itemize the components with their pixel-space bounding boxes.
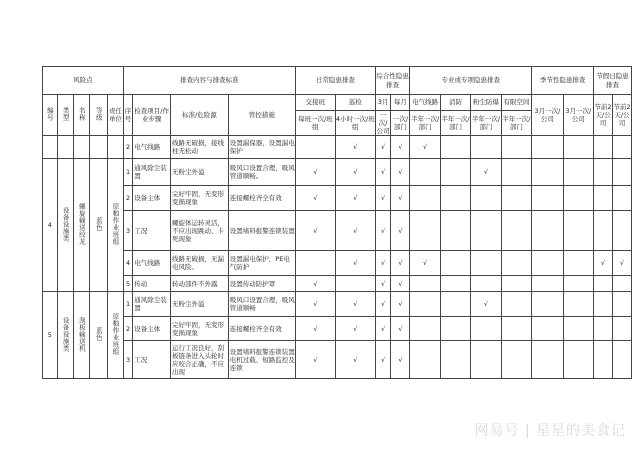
check-mark: √ <box>391 159 410 186</box>
group5-name: 刮板输送机 <box>74 292 90 379</box>
check-mark: √ <box>391 211 410 251</box>
table-row <box>43 136 632 159</box>
col-confined: 有限空间 <box>501 95 531 111</box>
table-row <box>43 292 632 317</box>
row-measures: 吸风口设置合理，吸风管道顺畅 <box>228 292 295 317</box>
check-mark: √ <box>335 251 375 276</box>
group4-grade: 蓝色 <box>90 159 108 292</box>
col-3m: 3月 <box>375 95 391 111</box>
row-measures: 设置堵料报警连锁装置 <box>228 211 295 251</box>
col-no: 编号 <box>43 95 58 136</box>
col-name: 名称 <box>74 95 90 136</box>
check-mark: √ <box>295 186 335 211</box>
col-season-a: 3月一次/公司 <box>532 95 563 136</box>
col-elec: 电气线路 <box>410 95 440 111</box>
col-season-b: 3月一次/公司 <box>563 95 593 136</box>
col-holiday-b: 节前2天/公司 <box>612 95 631 136</box>
row-item: 设备主体 <box>133 317 171 341</box>
table-row <box>43 317 632 341</box>
check-mark: √ <box>391 136 410 159</box>
check-mark: √ <box>295 211 335 251</box>
header-holiday: 节假日隐患排查 <box>594 67 632 95</box>
row-standard: 完好牢固，无变形变损现象 <box>171 186 229 211</box>
check-mark: √ <box>375 341 391 379</box>
row-measures: 吸风口设置合理，吸风管道顺畅。 <box>228 159 295 186</box>
row-item: 通风除尘装置 <box>133 292 171 317</box>
table-row <box>43 251 632 276</box>
header-seasonal: 季节性隐患排查 <box>532 67 594 95</box>
row-standard: 无粉尘外溢 <box>171 292 229 317</box>
table-row <box>43 341 632 379</box>
check-mark: √ <box>295 341 335 379</box>
row-item: 设备主体 <box>133 186 171 211</box>
col-holiday-a: 节前2天/公司 <box>594 95 613 136</box>
row-seq: 1 <box>123 159 132 186</box>
table-row <box>43 276 632 292</box>
check-mark: √ <box>391 186 410 211</box>
row-seq: 1 <box>123 292 132 317</box>
col-fire: 消防 <box>440 95 470 111</box>
group4-type: 设备设施类 <box>57 159 74 292</box>
table-row <box>43 186 632 211</box>
freq-half-c: 半年一次/部门 <box>471 111 501 136</box>
col-standard: 标准/危险源 <box>171 95 229 136</box>
watermark: 网易号 | 星星的美食记 <box>474 423 626 439</box>
check-mark: √ <box>295 159 335 186</box>
table-row <box>43 211 632 251</box>
row-seq: 2 <box>123 136 132 159</box>
risk-check-table <box>42 66 632 379</box>
check-mark: √ <box>391 292 410 317</box>
check-mark: √ <box>375 211 391 251</box>
check-mark: √ <box>335 317 375 341</box>
check-mark: √ <box>391 276 410 292</box>
header-daily: 日常隐患排查 <box>295 67 375 95</box>
freq-shift: 每班一次/班组 <box>295 111 335 136</box>
check-mark: √ <box>295 276 335 292</box>
group5-no: 5 <box>43 292 58 379</box>
check-mark: √ <box>335 159 375 186</box>
row-standard: 线路无破损，无漏电风险。 <box>171 251 229 276</box>
col-item: 检查项目/作业步骤 <box>133 95 171 136</box>
row-measures: 设置漏保器，设置漏电保护 <box>228 136 295 159</box>
freq-half-d: 半年一次/部门 <box>501 111 531 136</box>
col-seq: 序号 <box>123 95 132 136</box>
row-measures: 设置漏电保护，PE电气防护 <box>228 251 295 276</box>
check-mark: √ <box>375 292 391 317</box>
row-item: 通风除尘装置 <box>133 159 171 186</box>
check-mark: √ <box>375 186 391 211</box>
check-mark: √ <box>471 292 501 317</box>
row-standard: 螺旋体运转灵活，不应出现跳动、卡死现象 <box>171 211 229 251</box>
row-item: 工况 <box>133 341 171 379</box>
row-standard: 线路无破损，接线柱无松动 <box>171 136 229 159</box>
col-grade: 等级 <box>90 95 108 136</box>
group5-unit: 原粮作业班组 <box>108 292 124 379</box>
row-item: 工况 <box>133 211 171 251</box>
check-mark: √ <box>335 292 375 317</box>
check-mark: √ <box>375 159 391 186</box>
col-measures: 管控措施 <box>228 95 295 136</box>
check-mark: √ <box>335 341 375 379</box>
check-mark: √ <box>375 317 391 341</box>
row-item: 电气线路 <box>133 251 171 276</box>
check-mark: √ <box>295 292 335 317</box>
check-mark: √ <box>375 251 391 276</box>
freq-patrol: 4小时一次/班组 <box>335 111 375 136</box>
col-dust: 粉尘防爆 <box>471 95 501 111</box>
group4-no: 4 <box>43 159 58 292</box>
check-mark: √ <box>594 251 613 276</box>
freq-monthly: 一次/部门 <box>391 111 410 136</box>
row-measures: 连接螺栓齐全有效 <box>228 317 295 341</box>
row-standard: 完好牢固，无变形变损现象 <box>171 317 229 341</box>
col-monthly: 每月 <box>391 95 410 111</box>
col-unit: 责任单位 <box>108 95 124 136</box>
row-item: 传动 <box>133 276 171 292</box>
row-item: 电气线路 <box>133 136 171 159</box>
row-measures: 设置传动防护罩 <box>228 276 295 292</box>
check-mark: √ <box>375 136 391 159</box>
table-row <box>43 159 632 186</box>
check-mark: √ <box>410 136 440 159</box>
row-standard: 无粉尘外溢 <box>171 159 229 186</box>
row-seq: 2 <box>123 317 132 341</box>
header-professional: 专业或专项隐患排查 <box>410 67 532 95</box>
row-measures: 连接螺栓齐全有效 <box>228 186 295 211</box>
col-shift: 交接班 <box>295 95 335 111</box>
check-mark: √ <box>391 341 410 379</box>
group4-name: 螺旋输送绞龙 <box>74 159 90 292</box>
group4-unit: 原粮作业班组 <box>108 159 124 292</box>
check-mark: √ <box>375 276 391 292</box>
check-mark: √ <box>335 136 375 159</box>
header-check-content: 排查内容与排查标准 <box>123 67 295 95</box>
row-seq: 3 <box>123 211 132 251</box>
freq-half-a: 半年一次/部门 <box>410 111 440 136</box>
check-mark: √ <box>410 251 440 276</box>
row-seq: 4 <box>123 251 132 276</box>
row-standard: 运行工况良好，刮板链条进入头轮时应咬合正确，不应出现 <box>171 341 229 379</box>
check-mark: √ <box>471 159 501 186</box>
check-mark: √ <box>335 211 375 251</box>
check-mark: √ <box>391 251 410 276</box>
group5-type: 设备设施类 <box>57 292 74 379</box>
header-comprehensive: 综合性隐患排查 <box>375 67 410 95</box>
check-mark: √ <box>335 186 375 211</box>
row-standard: 转动部件不外露 <box>171 276 229 292</box>
group5-grade: 蓝色 <box>90 292 108 379</box>
freq-half-b: 半年一次/部门 <box>440 111 470 136</box>
row-measures: 设置堵料报警连锁装置电机过载、短路监控及连锁 <box>228 341 295 379</box>
freq-3m: 一次/公司 <box>376 111 390 136</box>
col-type: 类型 <box>57 95 74 136</box>
header-risk-point: 风险点 <box>43 67 124 95</box>
col-patrol: 巡检 <box>335 95 375 111</box>
row-seq: 3 <box>123 341 132 379</box>
row-seq: 5 <box>123 276 132 292</box>
check-mark: √ <box>295 317 335 341</box>
check-mark: √ <box>391 317 410 341</box>
row-seq: 2 <box>123 186 132 211</box>
check-mark: √ <box>612 251 631 276</box>
